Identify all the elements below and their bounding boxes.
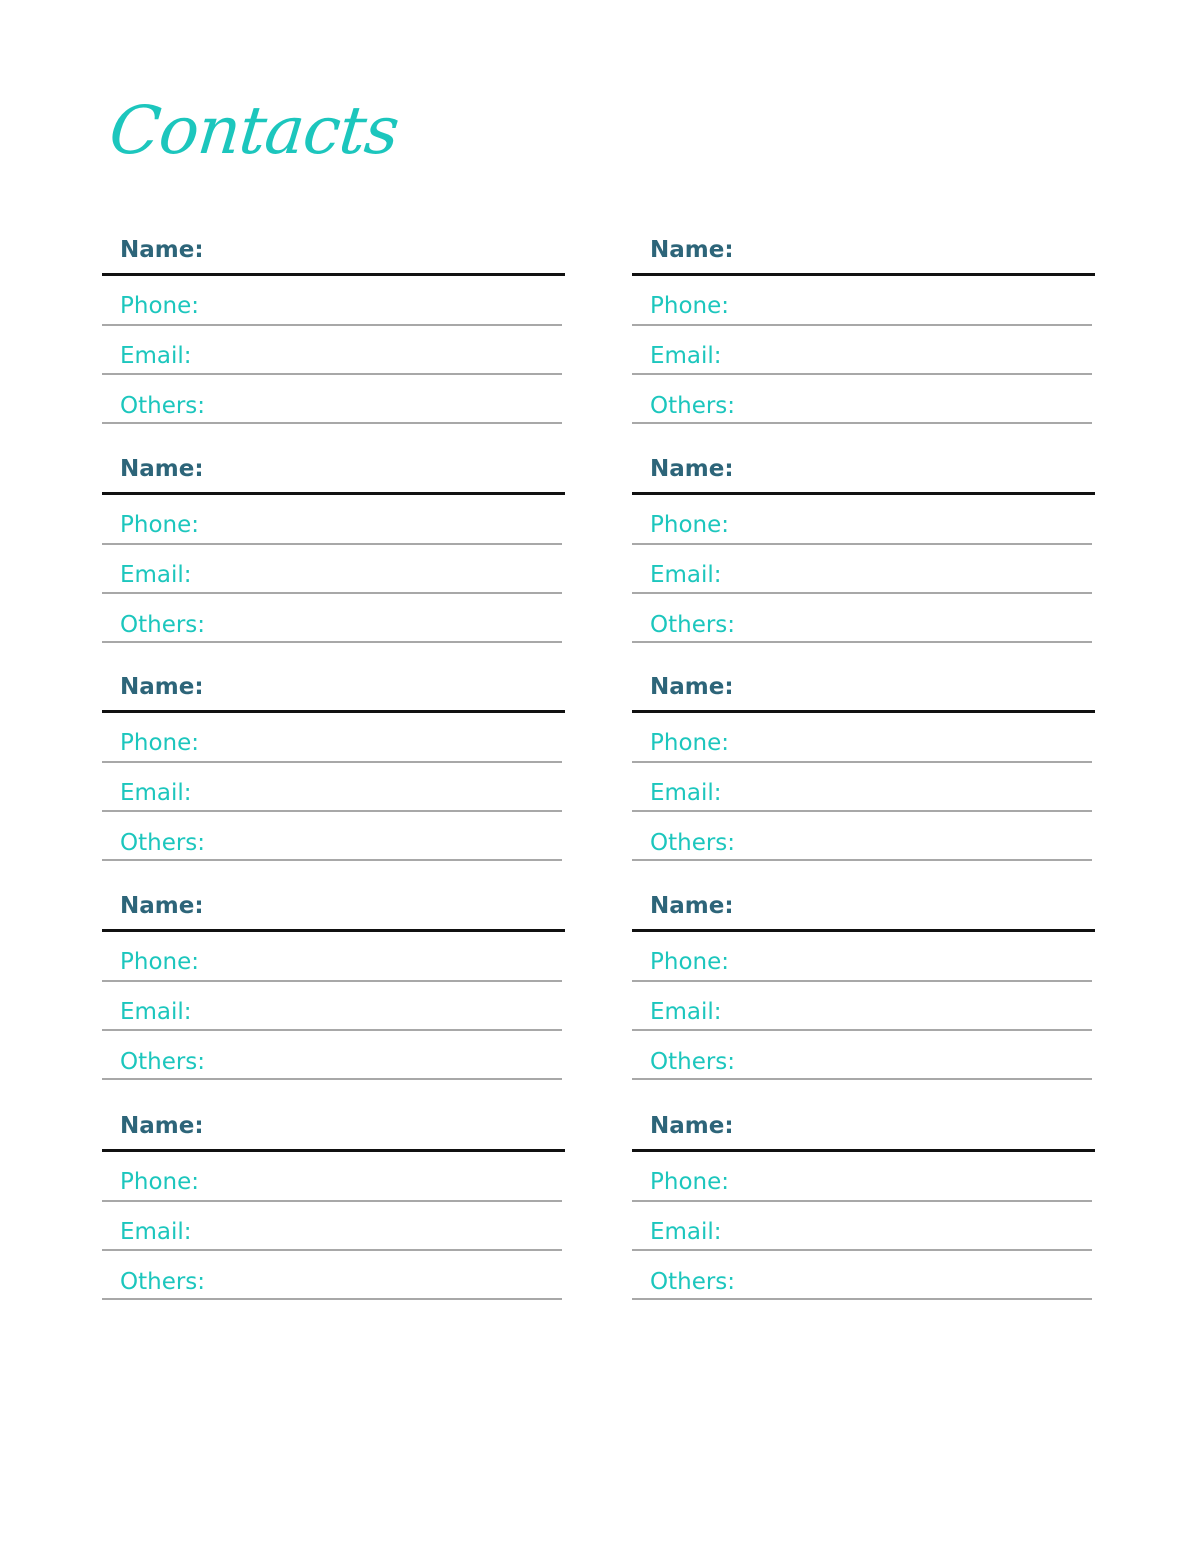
- name-label: Name:: [120, 674, 204, 700]
- others-field-line[interactable]: [632, 1078, 1092, 1080]
- phone-label: Phone:: [120, 1169, 199, 1195]
- others-field-line[interactable]: [102, 422, 562, 424]
- others-field-line[interactable]: [632, 1298, 1092, 1300]
- email-label: Email:: [120, 1219, 192, 1245]
- email-label: Email:: [120, 562, 192, 588]
- others-label: Others:: [120, 1269, 206, 1295]
- page-title: Contacts: [105, 92, 403, 169]
- phone-field-line[interactable]: [102, 1200, 562, 1202]
- name-underline: [632, 710, 1095, 713]
- name-label: Name:: [120, 237, 204, 263]
- contact-card: [632, 674, 1096, 874]
- phone-label: Phone:: [650, 730, 729, 756]
- name-label: Name:: [650, 1113, 734, 1139]
- others-field-line[interactable]: [102, 641, 562, 643]
- name-label: Name:: [650, 674, 734, 700]
- contact-card: [632, 237, 1096, 437]
- others-label: Others:: [650, 1049, 736, 1075]
- name-underline: [102, 1149, 565, 1152]
- name-label: Name:: [650, 456, 734, 482]
- contact-card: [102, 674, 566, 874]
- email-label: Email:: [120, 780, 192, 806]
- phone-field-line[interactable]: [632, 324, 1092, 326]
- others-field-line[interactable]: [102, 1298, 562, 1300]
- contact-card: [102, 456, 566, 656]
- phone-field-line[interactable]: [632, 543, 1092, 545]
- others-label: Others:: [650, 612, 736, 638]
- phone-label: Phone:: [650, 293, 729, 319]
- email-field-line[interactable]: [102, 373, 562, 375]
- others-field-line[interactable]: [102, 859, 562, 861]
- phone-label: Phone:: [650, 512, 729, 538]
- email-label: Email:: [650, 562, 722, 588]
- others-field-line[interactable]: [632, 641, 1092, 643]
- email-field-line[interactable]: [102, 1249, 562, 1251]
- others-label: Others:: [650, 1269, 736, 1295]
- others-label: Others:: [650, 830, 736, 856]
- contact-card: [102, 893, 566, 1093]
- others-field-line[interactable]: [632, 859, 1092, 861]
- name-underline: [632, 929, 1095, 932]
- contact-card: [632, 456, 1096, 656]
- contact-card: [632, 893, 1096, 1093]
- name-underline: [632, 273, 1095, 276]
- name-label: Name:: [120, 893, 204, 919]
- email-field-line[interactable]: [632, 810, 1092, 812]
- others-label: Others:: [120, 393, 206, 419]
- phone-label: Phone:: [120, 293, 199, 319]
- phone-field-line[interactable]: [102, 324, 562, 326]
- others-label: Others:: [120, 830, 206, 856]
- others-field-line[interactable]: [632, 422, 1092, 424]
- phone-field-line[interactable]: [102, 543, 562, 545]
- phone-field-line[interactable]: [632, 761, 1092, 763]
- name-underline: [102, 929, 565, 932]
- name-underline: [102, 273, 565, 276]
- email-label: Email:: [650, 780, 722, 806]
- phone-label: Phone:: [650, 1169, 729, 1195]
- phone-field-line[interactable]: [102, 761, 562, 763]
- name-underline: [632, 1149, 1095, 1152]
- others-label: Others:: [120, 612, 206, 638]
- name-label: Name:: [650, 893, 734, 919]
- email-field-line[interactable]: [102, 592, 562, 594]
- name-label: Name:: [120, 456, 204, 482]
- name-underline: [102, 492, 565, 495]
- phone-label: Phone:: [650, 949, 729, 975]
- email-label: Email:: [650, 343, 722, 369]
- name-underline: [102, 710, 565, 713]
- others-field-line[interactable]: [102, 1078, 562, 1080]
- phone-field-line[interactable]: [632, 1200, 1092, 1202]
- others-label: Others:: [120, 1049, 206, 1075]
- contact-card: [632, 1113, 1096, 1313]
- phone-field-line[interactable]: [102, 980, 562, 982]
- email-field-line[interactable]: [632, 592, 1092, 594]
- contact-card: [102, 1113, 566, 1313]
- name-label: Name:: [650, 237, 734, 263]
- email-field-line[interactable]: [632, 1249, 1092, 1251]
- phone-label: Phone:: [120, 730, 199, 756]
- email-field-line[interactable]: [102, 1029, 562, 1031]
- email-label: Email:: [120, 343, 192, 369]
- phone-field-line[interactable]: [632, 980, 1092, 982]
- contact-card: [102, 237, 566, 437]
- email-label: Email:: [120, 999, 192, 1025]
- email-label: Email:: [650, 1219, 722, 1245]
- phone-label: Phone:: [120, 512, 199, 538]
- phone-label: Phone:: [120, 949, 199, 975]
- email-field-line[interactable]: [632, 1029, 1092, 1031]
- email-label: Email:: [650, 999, 722, 1025]
- email-field-line[interactable]: [632, 373, 1092, 375]
- name-label: Name:: [120, 1113, 204, 1139]
- email-field-line[interactable]: [102, 810, 562, 812]
- name-underline: [632, 492, 1095, 495]
- others-label: Others:: [650, 393, 736, 419]
